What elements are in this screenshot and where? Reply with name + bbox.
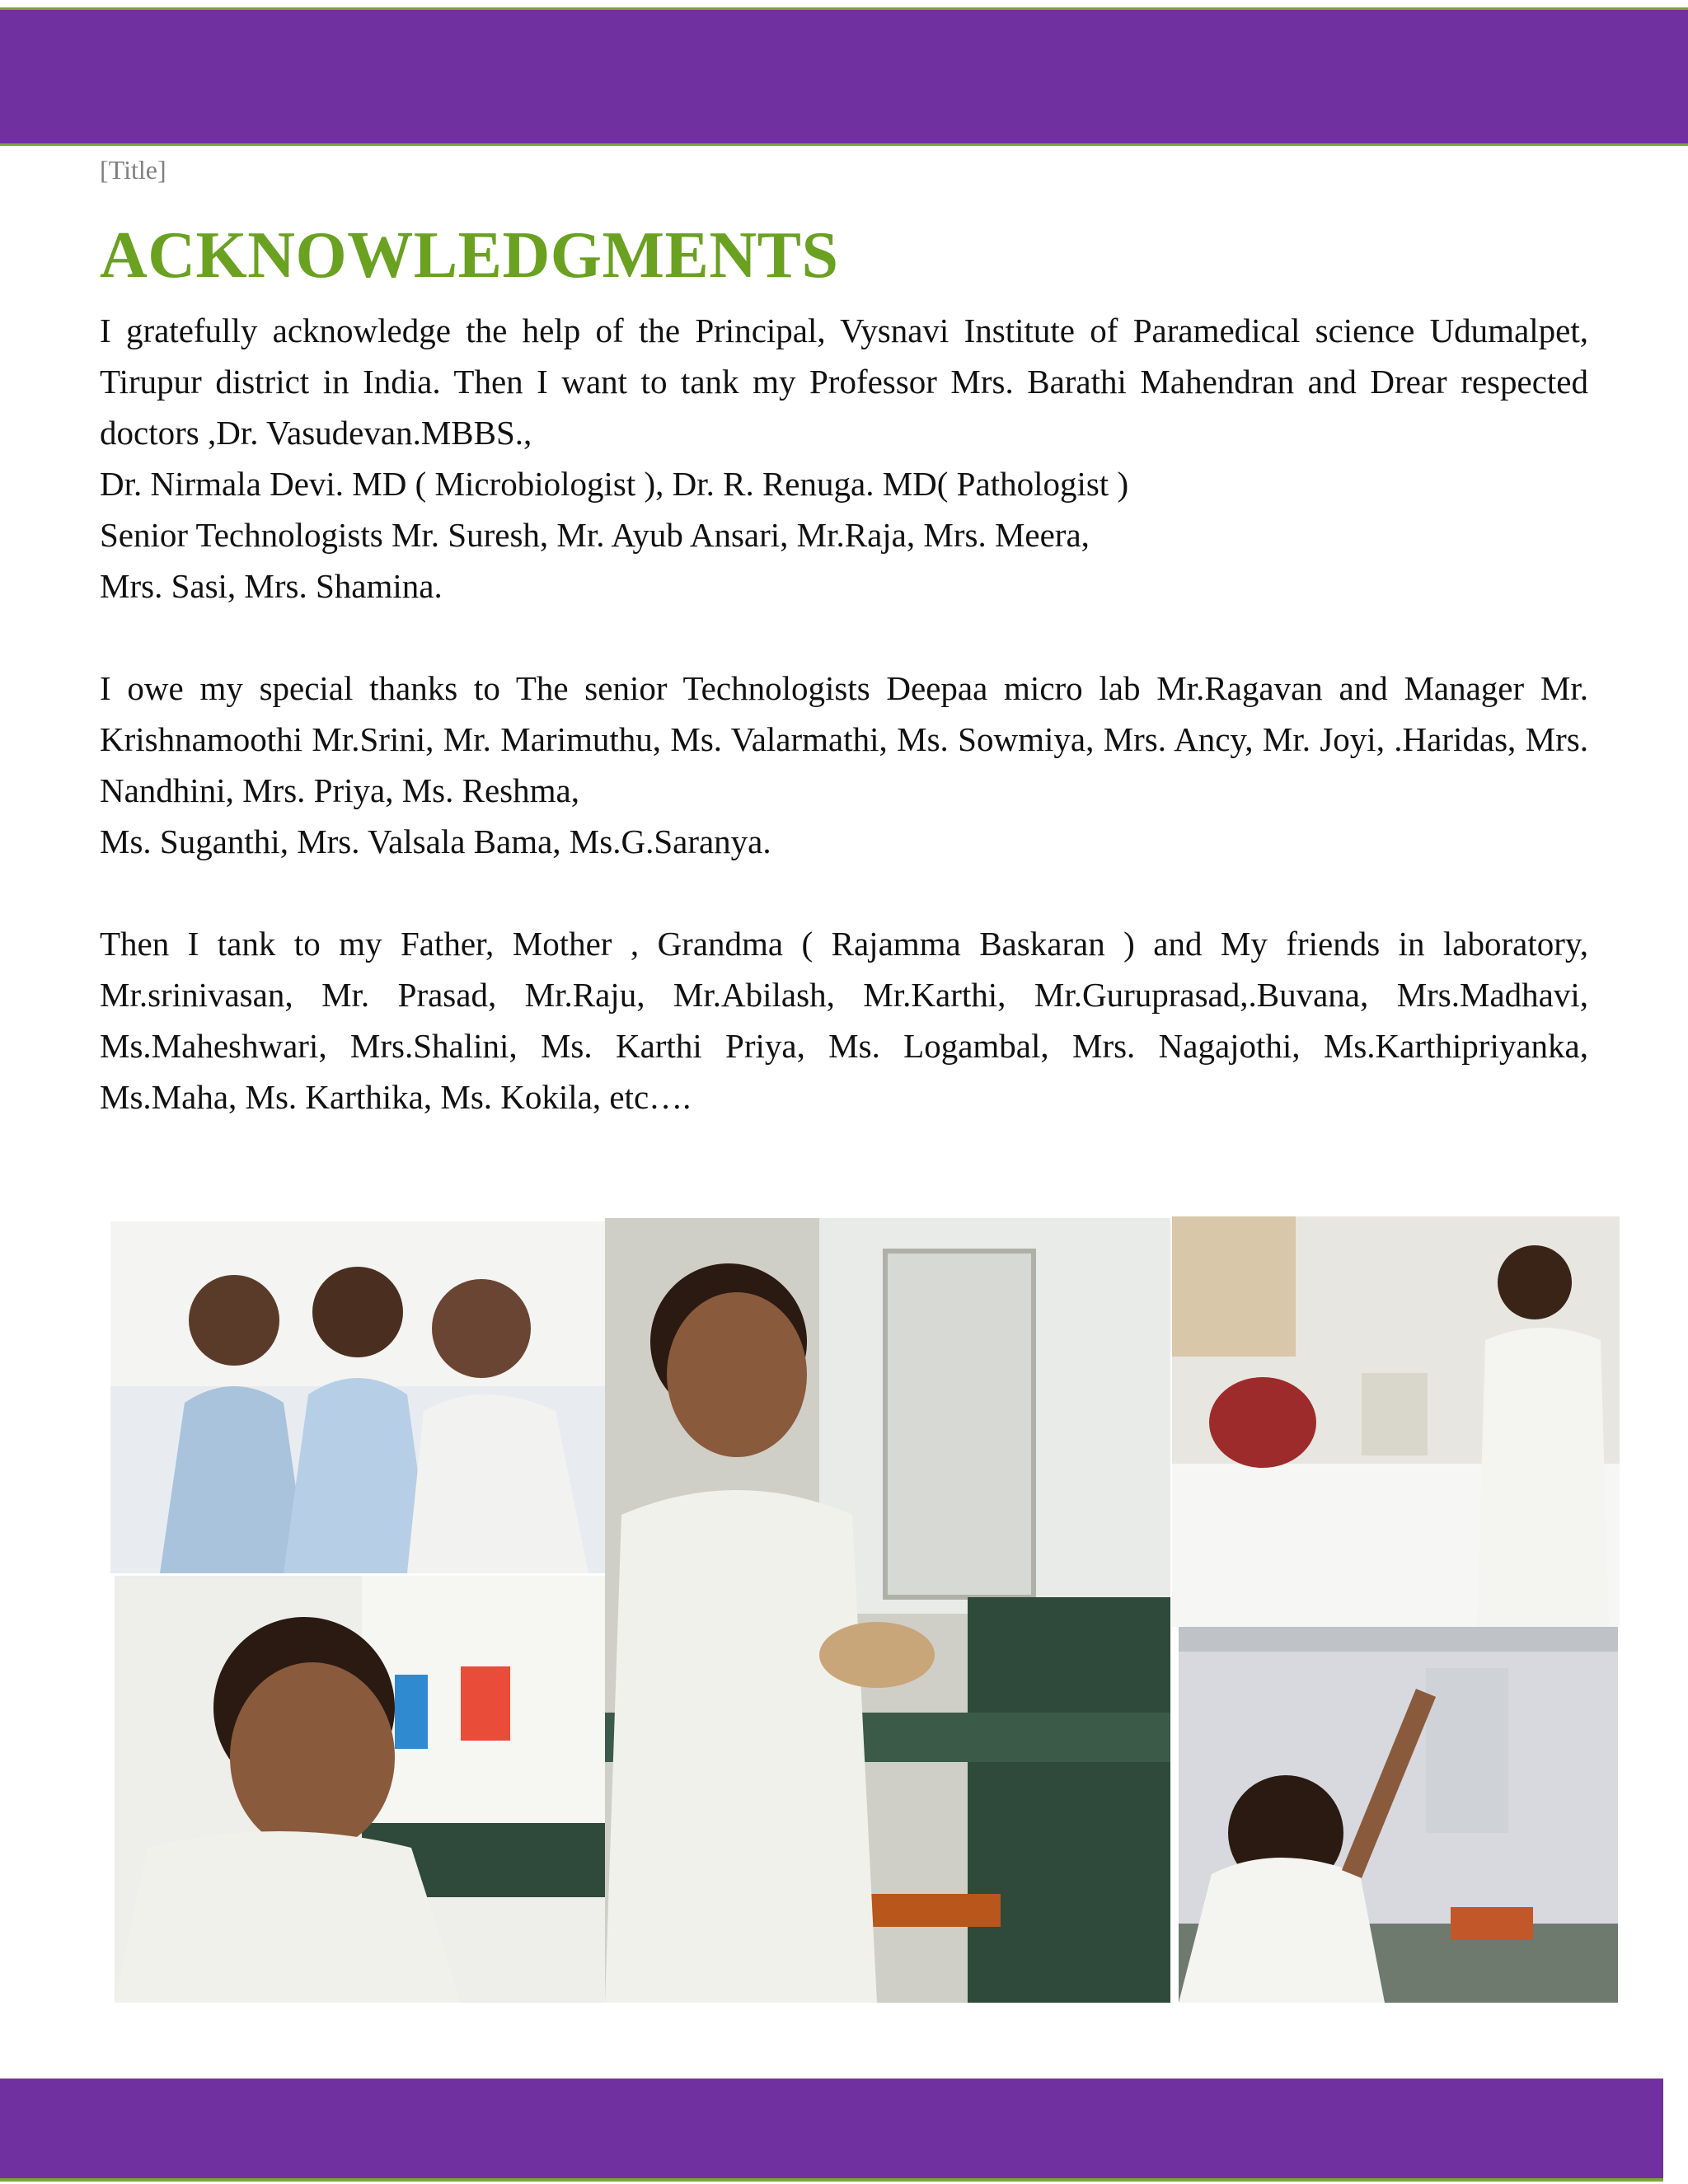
acknowledgment-body — [100, 305, 1588, 1122]
photo-student-with-microtome — [1172, 1216, 1620, 1627]
paragraph-1-line-4: Mrs. Sasi, Mrs. Shamina. — [100, 567, 443, 605]
header-band — [0, 7, 1688, 146]
paragraph-2: I owe my special thanks to The senior Technologists Deepaa micro lab Mr.Ragavan and Manager Mr. Krishnamoothi Mr.Srini, Mr. Marimuthu, Ms. Valarmathi, Ms. Sowmiya, Mrs. Ancy, Mr. Joyi, .Haridas, Mrs. Nandhini, Mrs. Priya, Ms. Reshma, — [100, 669, 1588, 809]
paragraph-1-line-3: Senior Technologists Mr. Suresh, Mr. Ayub Ansari, Mr.Raja, Mrs. Meera, — [100, 516, 1090, 554]
paragraph-3: Then I tank to my Father, Mother , Grandma ( Rajamma Baskaran ) and My friends in laboratory, Mr.srinivasan, Mr. Prasad, Mr.Raju, Mr.Abilash, Mr.Karthi, Mr.Guruprasad,.Buvana, Mrs.Madhavi, Ms.Maheshwari, Mrs.Shalini, Ms. Karthi Priya, Ms. Logambal, Mrs. Nagajothi, Ms.Karthipriyanka, Ms.Maha, Ms. Karthika, Ms. Kokila, etc…. — [100, 925, 1588, 1116]
footer-band — [0, 2079, 1663, 2182]
paragraph-1-line-2: Dr. Nirmala Devi. MD ( Microbiologist ), Dr. R. Renuga. MD( Pathologist ) — [100, 465, 1129, 503]
title-placeholder[interactable]: [Title] — [100, 155, 166, 185]
page-heading: ACKNOWLEDGMENTS — [100, 219, 839, 292]
paragraph-2-line-2: Ms. Suganthi, Mrs. Valsala Bama, Ms.G.Saranya. — [100, 823, 771, 860]
paragraph-1: I gratefully acknowledge the help of the Principal, Vysnavi Institute of Paramedical science Udumalpet, Tirupur district in India. Then I want to tank my Professor Mrs. Barathi Mahendran and Drear respected doctors ,Dr. Vasudevan.MBBS., — [100, 312, 1588, 452]
paragraph-spacer — [100, 867, 1588, 918]
photo-student-selfie — [115, 1576, 605, 2003]
photo-three-students — [110, 1221, 605, 1573]
photo-student-at-window — [605, 1218, 1170, 2003]
paragraph-spacer — [100, 612, 1588, 663]
photo-student-holding-slide — [1179, 1627, 1618, 2003]
